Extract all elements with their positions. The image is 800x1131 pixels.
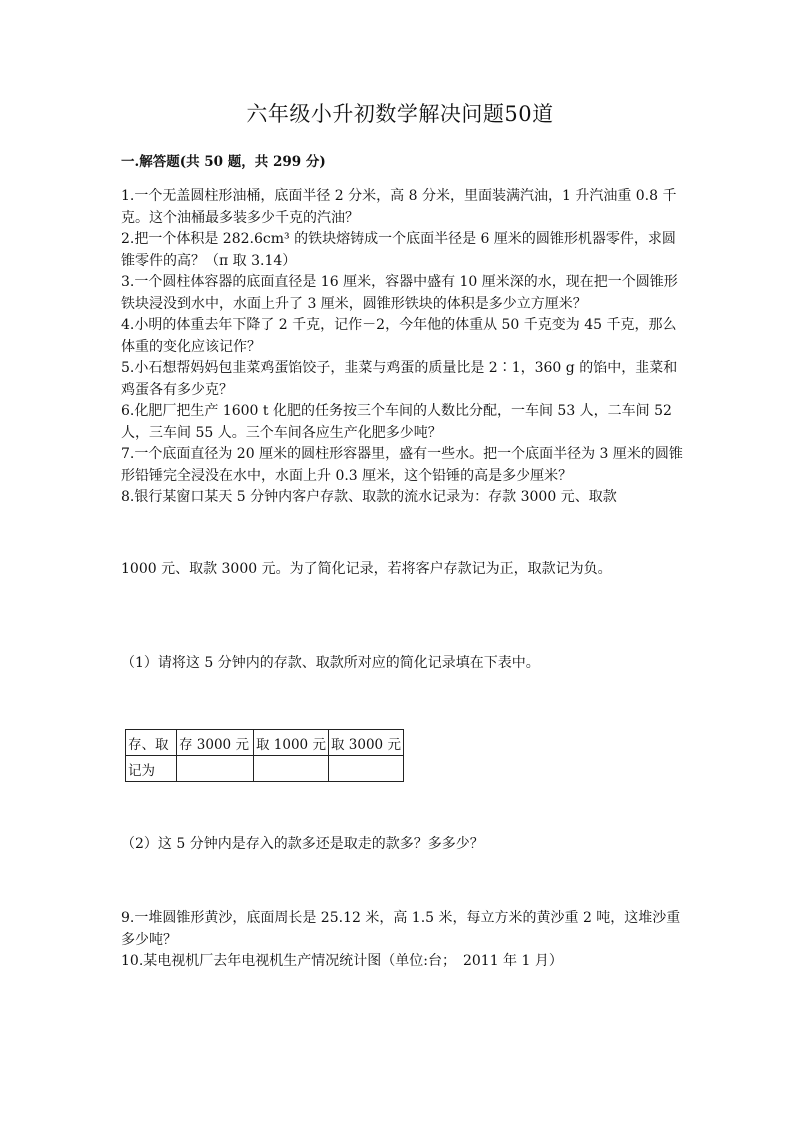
- page-title: 六年级小升初数学解决问题50道: [246, 102, 554, 126]
- table-row: [126, 730, 404, 756]
- question-7: 7.一个底面直径为 20 厘米的圆柱形容器里，盛有一些水。把一个底面半径为 3 厘米的圆锥形铅锤完全浸没在水中，水面上升 0.3 厘米，这个铅锤的高是多少厘米？: [121, 446, 683, 484]
- answer-cell[interactable]: [254, 756, 329, 782]
- question-4: 4.小明的体重去年下降了 2 千克，记作－2，今年他的体重从 50 千克变为 45 千克，那么体重的变化应该记作？: [121, 317, 677, 355]
- table-header-cell: 存 3000 元: [177, 730, 254, 756]
- table-row: [126, 756, 404, 782]
- question-2: 2.把一个体积是 282.6cm³ 的铁块熔铸成一个底面半径是 6 厘米的圆锥形机器零件，求圆锥零件的高？（π 取 3.14）: [121, 231, 676, 269]
- table-header-cell: 取 3000 元: [329, 730, 404, 756]
- question-5: 5.小石想帮妈妈包韭菜鸡蛋馅饺子，韭菜与鸡蛋的质量比是 2∶1，360 g 的馅中，韭菜和鸡蛋各有多少克？: [121, 360, 678, 398]
- question-list-b: [121, 908, 686, 973]
- table-header-cell: 取 1000 元: [254, 730, 329, 756]
- question-8-part-1: （1）请将这 5 分钟内的存款、取款所对应的简化记录填在下表中。: [121, 655, 540, 671]
- question-list-a: [121, 186, 686, 509]
- question-8-continued: 1000 元、取款 3000 元。为了简化记录，若将客户存款记为正，取款记为负。: [121, 561, 612, 577]
- record-table: [125, 729, 404, 782]
- question-6: 6.化肥厂把生产 1600 t 化肥的任务按三个车间的人数比分配，一车间 53 人，二车间 52 人，三车间 55 人。三个车间各应生产化肥多少吨？: [121, 403, 672, 441]
- section-heading: 一.解答题(共 50 题，共 299 分): [121, 154, 326, 170]
- answer-cell[interactable]: [177, 756, 254, 782]
- question-9: 9.一堆圆锥形黄沙，底面周长是 25.12 米，高 1.5 米，每立方米的黄沙重 2 吨，这堆沙重多少吨？: [121, 910, 681, 948]
- question-8: 8.银行某窗口某天 5 分钟内客户存款、取款的流水记录为：存款 3000 元、取款: [121, 489, 617, 505]
- question-10: 10.某电视机厂去年电视机生产情况统计图（单位:台； 2011 年 1 月）: [121, 953, 563, 969]
- table-row-label: 记为: [126, 756, 177, 782]
- question-1: 1.一个无盖圆柱形油桶，底面半径 2 分米，高 8 分米，里面装满汽油，1 升汽油重 0.8 千克。这个油桶最多装多少千克的汽油？: [121, 188, 677, 226]
- table-header-cell: 存、取: [126, 730, 177, 756]
- question-3: 3.一个圆柱体容器的底面直径是 16 厘米，容器中盛有 10 厘米深的水，现在把一个圆锥形铁块浸没到水中，水面上升了 3 厘米，圆锥形铁块的体积是多少立方厘米？: [121, 274, 678, 312]
- question-8-part-2: （2）这 5 分钟内是存入的款多还是取走的款多？多多少？: [121, 836, 484, 852]
- answer-cell[interactable]: [329, 756, 404, 782]
